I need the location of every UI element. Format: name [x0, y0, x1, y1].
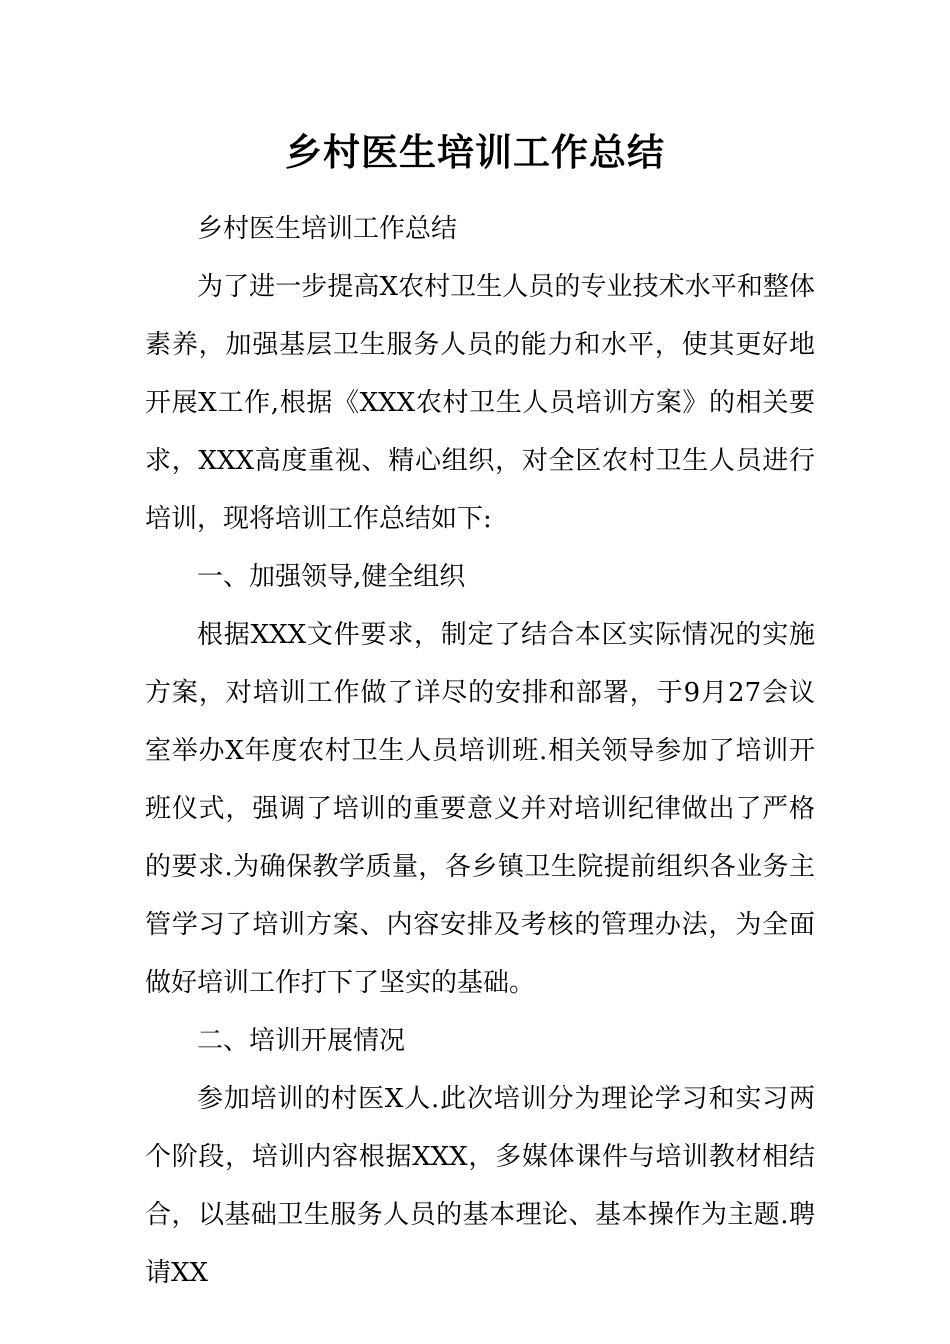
document-body	[145, 200, 815, 1302]
section-heading-1: 一、加强领导,健全组织	[197, 562, 466, 592]
document-title: 乡村医生培训工作总结	[285, 130, 665, 174]
intro-paragraph: 为了进一步提高X农村卫生人员的专业技术水平和整体素养，加强基层卫生服务人员的能力和水平，使其更好地开展X工作,根据《XXX农村卫生人员培训方案》的相关要求，XXX高度重视、精心组织，对全区农村卫生人员进行培训，现将培训工作总结如下:	[145, 272, 815, 534]
subtitle-paragraph: 乡村医生培训工作总结	[197, 214, 458, 244]
section-heading-2: 二、培训开展情况	[197, 1026, 406, 1056]
section-1-paragraph: 根据XXX文件要求，制定了结合本区实际情况的实施方案，对培训工作做了详尽的安排和部署，于9月27会议室举办X年度农村卫生人员培训班.相关领导参加了培训开班仪式，强调了培训的重要意义并对培训纪律做出了严格的要求.为确保教学质量，各乡镇卫生院提前组织各业务主管学习了培训方案、内容安排及考核的管理办法，为全面做好培训工作打下了坚实的基础。	[145, 620, 815, 998]
section-2-paragraph: 参加培训的村医X人.此次培训分为理论学习和实习两个阶段，培训内容根据XXX，多媒体课件与培训教材相结合，以基础卫生服务人员的基本理论、基本操作为主题.聘请XX	[145, 1084, 815, 1288]
